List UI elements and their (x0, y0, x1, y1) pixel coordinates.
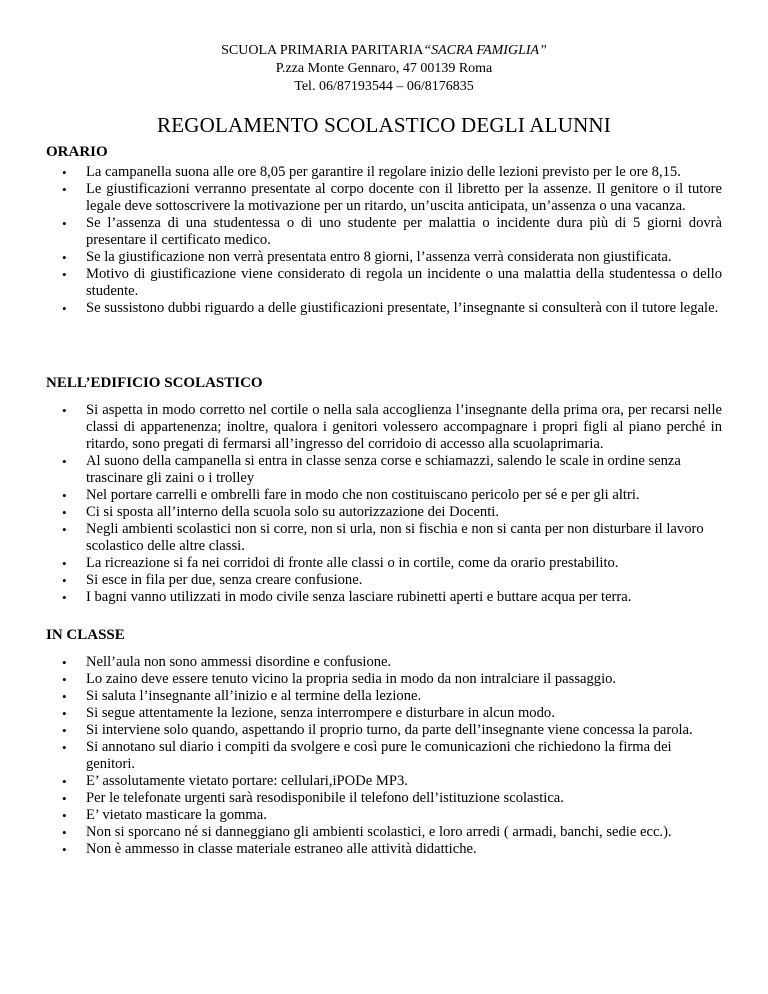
list-item: • Ci si sposta all’interno della scuola solo su autorizzazione dei Docenti. (62, 504, 722, 521)
section-list-edificio (62, 402, 722, 606)
school-prefix: SCUOLA PRIMARIA PARITARIA (221, 43, 424, 58)
list-item: • Motivo di giustificazione viene considerato di regola un incidente o una malattia della studentessa o dello studente. (62, 266, 722, 300)
list-item: • Non è ammesso in classe materiale estraneo alle attività didattiche. (62, 841, 722, 858)
list-item: • Si interviene solo quando, aspettando il proprio turno, da parte dell’insegnante viene concessa la parola. (62, 722, 722, 739)
list-item: • Si saluta l’insegnante all’inizio e al termine della lezione. (62, 688, 722, 705)
list-item: • Negli ambienti scolastici non si corre, non si urla, non si fischia e non si canta per non disturbare il lavoro scolastico delle altre classi. (62, 521, 722, 555)
list-item: • Si annotano sul diario i compiti da svolgere e così pure le comunicazioni che richiedono la firma dei genitori. (62, 739, 722, 773)
list-item: • Lo zaino deve essere tenuto vicino la propria sedia in modo da non intralciare il passaggio. (62, 671, 722, 688)
list-item: • Si aspetta in modo corretto nel cortile o nella sala accoglienza l’insegnante della prima ora, per recarsi nelle classi di appartenenza; inoltre, qualora i genitori volessero accompagnare i propri figli al piano perché in ritardo, sono pregati di fermarsi all’ingresso del corridoio di accesso alla scuolaprimaria. (62, 402, 722, 453)
document-title: REGOLAMENTO SCOLASTICO DEGLI ALUNNI (156, 113, 611, 137)
section-heading-orario: ORARIO (46, 144, 108, 160)
list-item: • Nel portare carrelli e ombrelli fare in modo che non costituiscano pericolo per sé e per gli altri. (62, 487, 722, 504)
school-name: “SACRA FAMIGLIA” (423, 43, 547, 58)
list-item: • Se l’assenza di una studentessa o di uno studente per malattia o incidente dura più di 5 giorni dovrà presentare il certificato medico. (62, 215, 722, 249)
list-item: • E’ vietato masticare la gomma. (62, 807, 722, 824)
list-item: • La campanella suona alle ore 8,05 per garantire il regolare inizio delle lezioni previsto per le ore 8,15. (62, 164, 722, 181)
list-item: • Si segue attentamente la lezione, senza interrompere e disturbare in alcun modo. (62, 705, 722, 722)
list-item: • E’ assolutamente vietato portare: cellulari,iPODe MP3. (62, 773, 722, 790)
section-list-orario (62, 164, 722, 317)
school-address: P.zza Monte Gennaro, 47 00139 Roma (275, 61, 493, 76)
list-item: • Se sussistono dubbi riguardo a delle giustificazioni presentate, l’insegnante si consulterà con il tutore legale. (62, 300, 722, 317)
list-item: • Al suono della campanella si entra in classe senza corse e schiamazzi, salendo le scale in ordine senza trascinare gli zaini o i trolley (62, 453, 722, 487)
section-list-in-classe (62, 654, 722, 858)
section-heading-in-classe: IN CLASSE (46, 627, 125, 643)
list-item: • Non si sporcano né si danneggiano gli ambienti scolastici, e loro arredi ( armadi, banchi, sedie ecc.). (62, 824, 722, 841)
section-heading-edificio: NELL’EDIFICIO SCOLASTICO (46, 375, 263, 391)
list-item: • Se la giustificazione non verrà presentata entro 8 giorni, l’assenza verrà considerata non giustificata. (62, 249, 722, 266)
list-item: • Si esce in fila per due, senza creare confusione. (62, 572, 722, 589)
list-item: • Le giustificazioni verranno presentate al corpo docente con il libretto per la assenze. Il genitore o il tutore legale deve sottoscrivere la motivazione per un ritardo, un’uscita anticipata, un’assenza o una vacanza. (62, 181, 722, 215)
list-item: • Per le telefonate urgenti sarà resodisponibile il telefono dell’istituzione scolastica. (62, 790, 722, 807)
school-phone: Tel. 06/87193544 – 06/8176835 (294, 79, 474, 94)
school-name-line (0, 42, 768, 59)
list-item: • La ricreazione si fa nei corridoi di fronte alle classi o in cortile, come da orario prestabilito. (62, 555, 722, 572)
list-item: • Nell’aula non sono ammessi disordine e confusione. (62, 654, 722, 671)
list-item: • I bagni vanno utilizzati in modo civile senza lasciare rubinetti aperti e buttare acqua per terra. (62, 589, 722, 606)
